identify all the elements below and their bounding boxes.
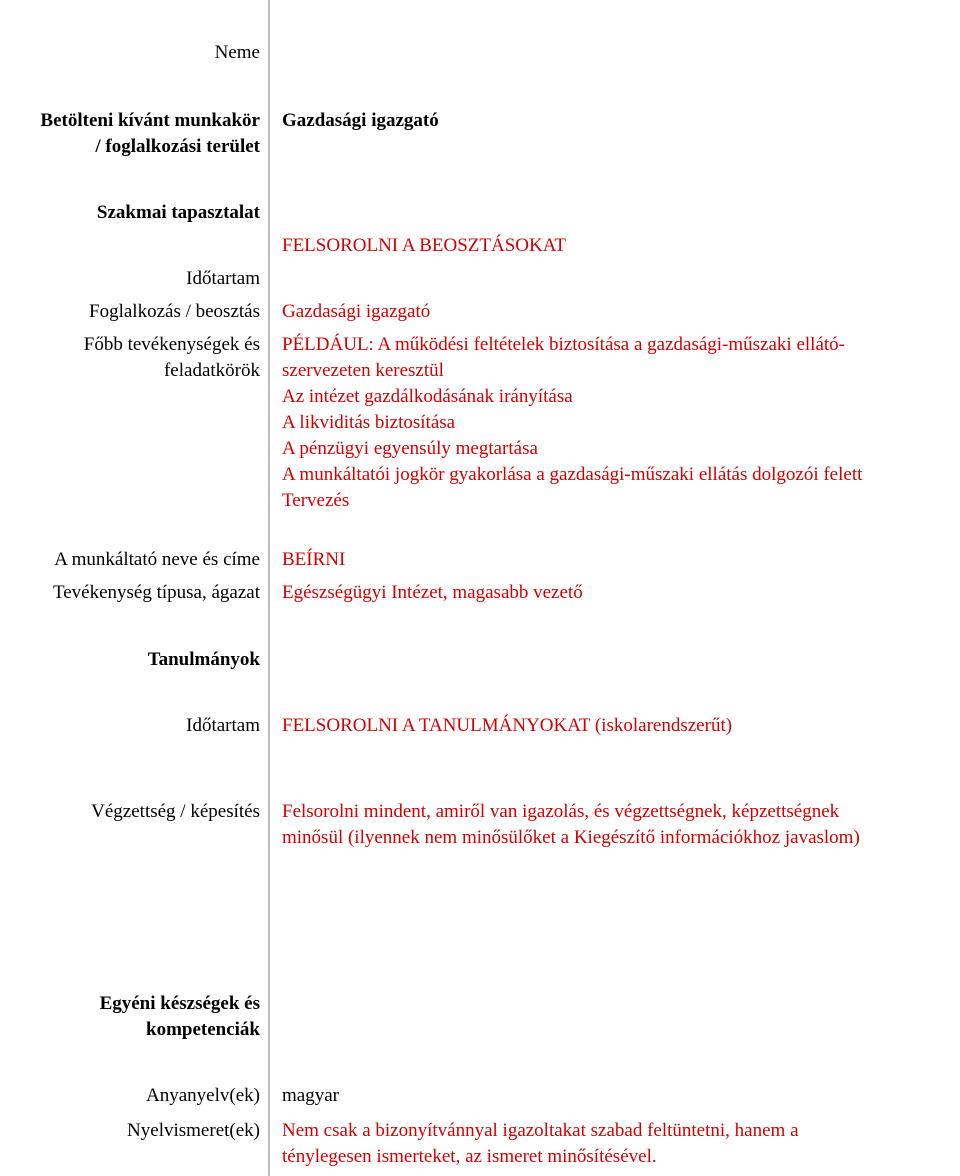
activities-list bbox=[282, 332, 862, 514]
education-duration-label: Időtartam bbox=[186, 715, 260, 736]
name-label: Neme bbox=[214, 42, 260, 63]
activity-line: szervezeten keresztül bbox=[282, 360, 444, 381]
position-label-line1: Betölteni kívánt munkakör bbox=[40, 110, 260, 131]
activity-line: A likviditás biztosítása bbox=[282, 412, 456, 433]
column-divider bbox=[268, 0, 270, 1176]
activity-line: PÉLDÁUL: A működési feltételek biztosítása a gazdasági-műszaki ellátó- bbox=[282, 334, 845, 355]
sector-label: Tevékenység típusa, ágazat bbox=[52, 582, 260, 603]
experience-duration-label: Időtartam bbox=[186, 268, 260, 289]
education-heading: Tanulmányok bbox=[147, 649, 260, 670]
mother-tongue-label: Anyanyelv(ek) bbox=[146, 1085, 260, 1106]
skills-heading-line2: kompetenciák bbox=[146, 1019, 260, 1040]
qualification-line: Felsorolni mindent, amiről van igazolás, és végzettségnek, képzettségnek bbox=[282, 801, 840, 822]
skills-heading bbox=[0, 991, 260, 1043]
qualification-line: minősül (ilyennek nem minősülőket a Kiegészítő információkhoz javaslom) bbox=[282, 827, 860, 848]
occupation-label: Foglalkozás / beosztás bbox=[89, 301, 260, 322]
qualification-label: Végzettség / képesítés bbox=[91, 801, 260, 822]
languages-line: ténylegesen ismerteket, az ismeret minősítésével. bbox=[282, 1146, 657, 1167]
activity-line: A munkáltatói jogkör gyakorlása a gazdasági-műszaki ellátás dolgozói felett bbox=[282, 464, 863, 485]
sector-value: Egészségügyi Intézet, magasabb vezető bbox=[282, 582, 583, 603]
languages-label: Nyelvismeret(ek) bbox=[127, 1120, 260, 1141]
qualification-value bbox=[282, 799, 860, 851]
education-list-hint: FELSOROLNI A TANULMÁNYOKAT (iskolarendszerűt) bbox=[282, 715, 733, 736]
activity-line: A pénzügyi egyensúly megtartása bbox=[282, 438, 538, 459]
position-label-line2: / foglalkozási terület bbox=[95, 136, 260, 157]
activity-line: Tervezés bbox=[282, 490, 350, 511]
activity-line: Az intézet gazdálkodásának irányítása bbox=[282, 386, 573, 407]
activities-label-line2: feladatkörök bbox=[163, 360, 260, 381]
occupation-value: Gazdasági igazgató bbox=[282, 301, 431, 322]
employer-label: A munkáltató neve és címe bbox=[54, 549, 260, 570]
skills-heading-line1: Egyéni készségek és bbox=[99, 993, 260, 1014]
languages-line: Nem csak a bizonyítvánnyal igazoltakat szabad feltüntetni, hanem a bbox=[282, 1120, 799, 1141]
position-value: Gazdasági igazgató bbox=[282, 110, 439, 131]
activities-label-line1: Főbb tevékenységek és bbox=[83, 334, 260, 355]
activities-label bbox=[0, 332, 260, 384]
experience-list-hint: FELSOROLNI A BEOSZTÁSOKAT bbox=[282, 235, 566, 256]
mother-tongue-value: magyar bbox=[282, 1085, 339, 1106]
experience-heading: Szakmai tapasztalat bbox=[96, 202, 260, 223]
languages-value bbox=[282, 1118, 799, 1170]
position-label bbox=[0, 108, 260, 160]
employer-value: BEÍRNI bbox=[282, 549, 346, 570]
